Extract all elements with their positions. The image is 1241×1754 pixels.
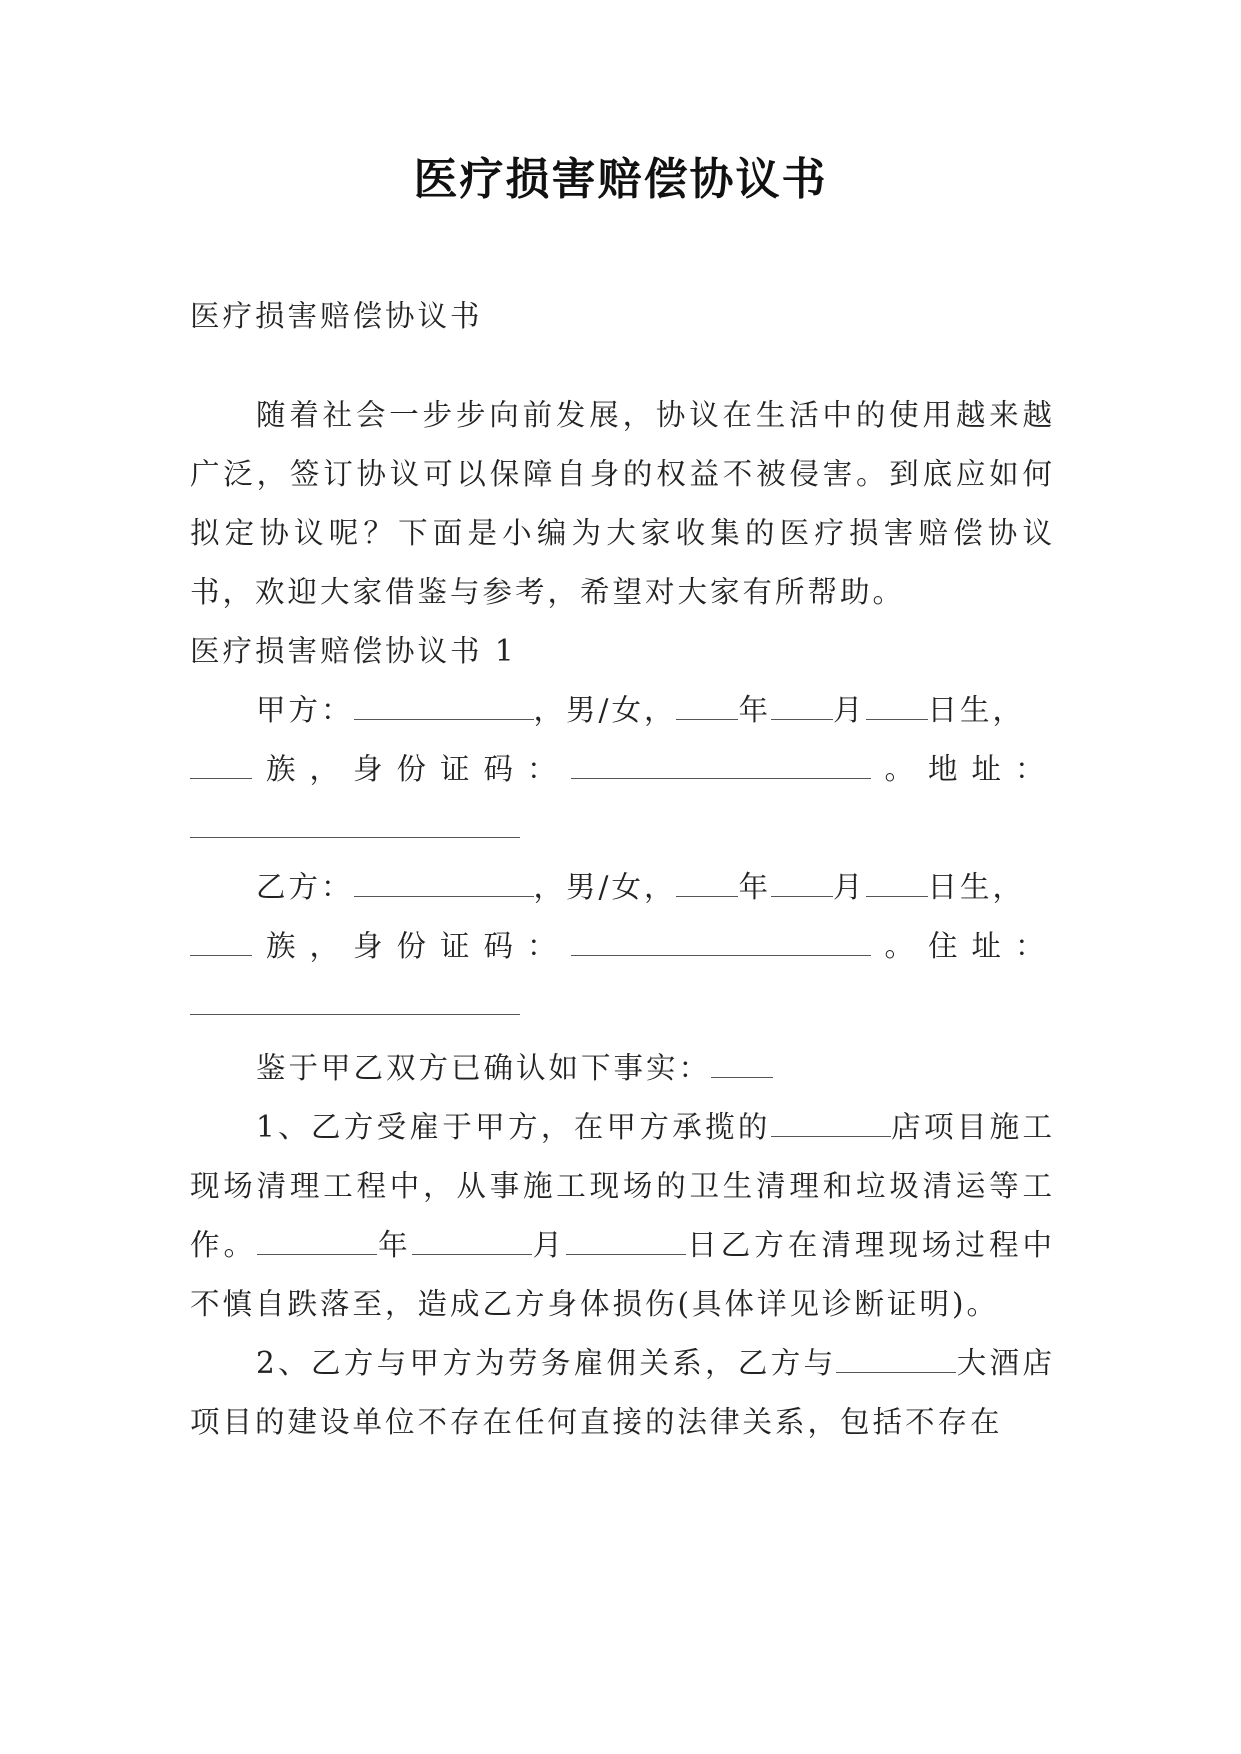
party-b-day-blank [866,870,928,897]
party-b-year-blank [676,870,738,897]
party-b-line-1 [190,858,1055,917]
clause-2-part-2: 大酒店项目的建设单位不存在任何直接的法律关系，包括不存在 [190,1346,1055,1439]
party-a-id-label: 身份证码： [353,752,571,786]
party-a-year-blank [676,693,738,720]
party-a-line-2 [190,740,1059,799]
party-b-address-label: 。住址： [884,929,1059,963]
party-a-gender: ，男/女， [533,693,677,727]
party-b-line-3 [190,976,1055,1035]
party-b-address-blank [190,988,520,1015]
party-b-label: 乙方： [256,870,354,904]
party-a-year: 年 [738,693,771,727]
clause-1 [190,1098,1055,1334]
clause-1-part-3: 日乙方在清理现场过程中不慎自跌落至，造成乙方身体损伤(具体详见诊断证明)。 [190,1228,1055,1321]
party-a-id-blank [571,752,871,779]
clause-1-day-blank [566,1228,686,1255]
party-b-id-label: 身份证码： [353,929,571,963]
party-a-name-blank [354,693,534,720]
party-a-line-3 [190,799,1055,858]
facts-blank [711,1051,773,1078]
party-b-block [190,858,1059,1035]
party-a-day: 日生， [927,693,1026,727]
party-b-month-blank [771,870,833,897]
party-a-ethnicity-blank [190,752,252,779]
clause-1-year: 年 [377,1228,412,1262]
clause-2-part-1: 2、乙方与甲方为劳务雇佣关系，乙方与 [256,1346,837,1380]
clause-2-hotel-blank [836,1346,956,1373]
party-a-block [190,681,1059,858]
party-a-month-blank [771,693,833,720]
party-b-ethnicity-blank [190,929,252,956]
party-b-month: 月 [832,870,866,904]
document-heading: 医疗损害赔偿协议书 [190,299,483,333]
party-b-name-blank [354,870,534,897]
clause-1-year-blank [257,1228,377,1255]
facts-intro [190,1039,1055,1098]
party-a-line-1 [190,681,1055,740]
document-body [190,287,1059,1452]
party-a-month: 月 [832,693,866,727]
party-b-day: 日生， [927,870,1026,904]
intro-paragraph: 随着社会一步步向前发展，协议在生活中的使用越来越广泛，签订协议可以保障自身的权益不被侵害。到底应如何拟定协议呢？下面是小编为大家收集的医疗损害赔偿协议书，欢迎大家借鉴与参考，希望对大家有所帮助。 [190,398,1055,609]
party-b-id-blank [571,929,871,956]
clause-1-month-blank [412,1228,532,1255]
clause-1-hotel-blank [771,1110,891,1137]
party-a-label: 甲方： [256,693,354,727]
party-b-year: 年 [738,870,771,904]
facts-intro-text: 鉴于甲乙双方已确认如下事实： [256,1051,712,1085]
party-b-ethnicity: 族， [266,929,354,963]
party-a-day-blank [866,693,928,720]
document-title: 医疗损害赔偿协议书 [413,154,828,205]
clause-1-part-1: 1、乙方受雇于甲方，在甲方承揽的 [256,1110,771,1144]
party-b-gender: ，男/女， [533,870,677,904]
party-a-address-label: 。地址： [884,752,1059,786]
clause-1-month: 月 [531,1228,567,1262]
clause-2 [190,1334,1055,1452]
section-title: 医疗损害赔偿协议书 1 [190,634,517,668]
party-a-address-blank [190,811,520,838]
party-b-line-2 [190,917,1059,976]
clause-1-part-2: 店项目施工现场清理工程中，从事施工现场的卫生清理和垃圾清运等工作。 [190,1110,1055,1262]
party-a-ethnicity: 族， [266,752,354,786]
